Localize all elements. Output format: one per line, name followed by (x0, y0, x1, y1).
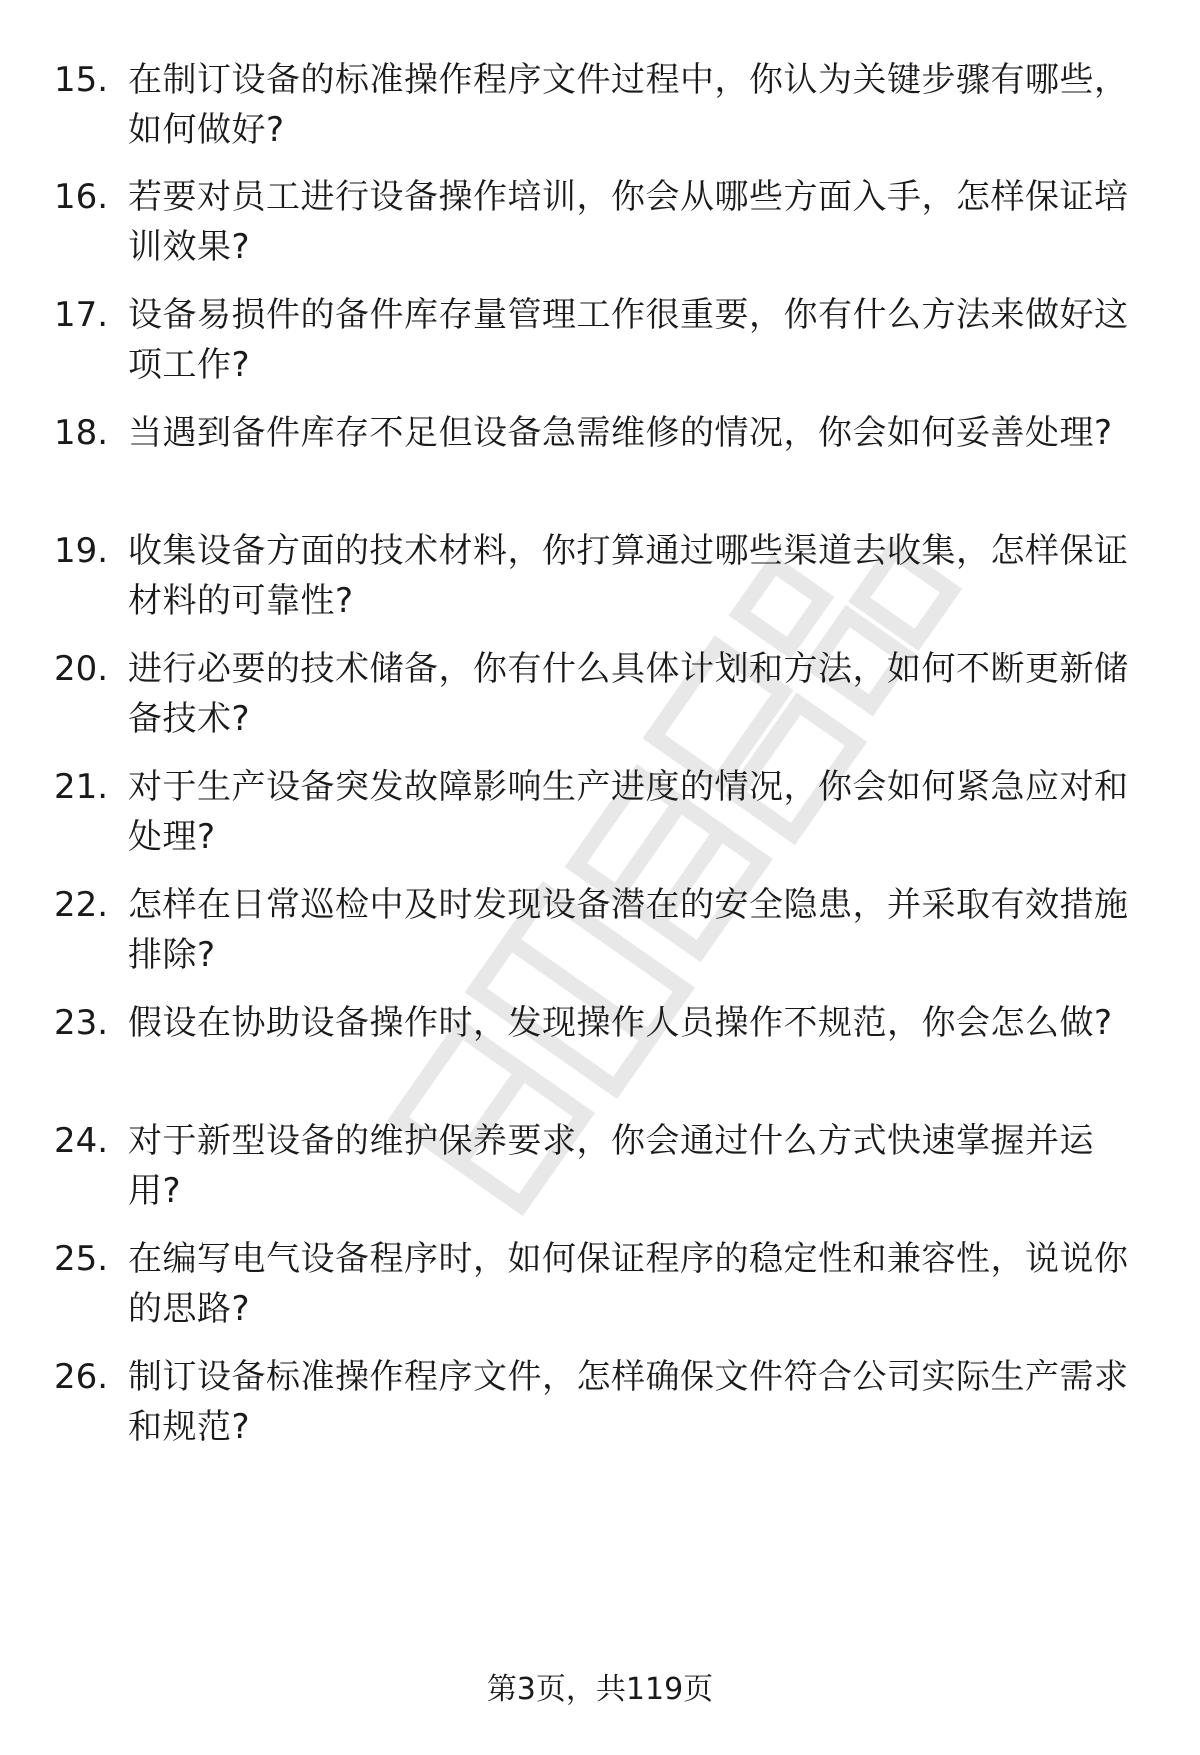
question-number: 17. (54, 295, 109, 335)
question-text: 设备易损件的备件库存量管理工作很重要，你有什么方法来做好这项工作? (128, 295, 1129, 385)
page-footer: 第3页，共119页 (486, 1672, 714, 1707)
question-item (0, 880, 1200, 990)
question-item (0, 526, 1200, 636)
question-number: 20. (54, 649, 109, 689)
question-text: 收集设备方面的技术材料，你打算通过哪些渠道去收集，怎样保证材料的可靠性? (128, 531, 1129, 621)
question-number: 16. (54, 177, 109, 217)
question-item (0, 762, 1200, 872)
question-item (0, 290, 1200, 400)
question-text: 在制订设备的标准操作程序文件过程中，你认为关键步骤有哪些，如何做好? (128, 60, 1129, 150)
question-item (0, 1116, 1200, 1226)
question-item (0, 408, 1200, 518)
question-number: 19. (54, 531, 109, 571)
question-text: 当遇到备件库存不足但设备急需维修的情况，你会如何妥善处理? (128, 413, 1113, 453)
question-number: 21. (54, 767, 109, 807)
question-text: 进行必要的技术储备，你有什么具体计划和方法，如何不断更新储备技术? (128, 649, 1129, 739)
question-number: 26. (54, 1357, 109, 1397)
question-text: 对于生产设备突发故障影响生产进度的情况，你会如何紧急应对和处理? (128, 767, 1129, 857)
question-text: 对于新型设备的维护保养要求，你会通过什么方式快速掌握并运用? (128, 1121, 1094, 1211)
question-item (0, 55, 1200, 165)
question-number: 22. (54, 885, 109, 925)
question-text: 若要对员工进行设备操作培训，你会从哪些方面入手，怎样保证培训效果? (128, 177, 1129, 267)
question-item (0, 644, 1200, 754)
question-number: 18. (54, 413, 109, 453)
question-item (0, 1234, 1200, 1344)
question-item (0, 172, 1200, 282)
question-text: 怎样在日常巡检中及时发现设备潜在的安全隐患，并采取有效措施排除? (128, 885, 1129, 975)
question-item (0, 1352, 1200, 1462)
question-number: 15. (54, 60, 109, 100)
question-number: 23. (54, 1003, 109, 1043)
question-text: 制订设备标准操作程序文件，怎样确保文件符合公司实际生产需求和规范? (128, 1357, 1129, 1447)
question-number: 25. (54, 1239, 109, 1279)
question-item (0, 998, 1200, 1108)
question-number: 24. (54, 1121, 109, 1161)
question-text: 假设在协助设备操作时，发现操作人员操作不规范，你会怎么做? (128, 1003, 1113, 1043)
question-text: 在编写电气设备程序时，如何保证程序的稳定性和兼容性，说说你的思路? (128, 1239, 1129, 1329)
